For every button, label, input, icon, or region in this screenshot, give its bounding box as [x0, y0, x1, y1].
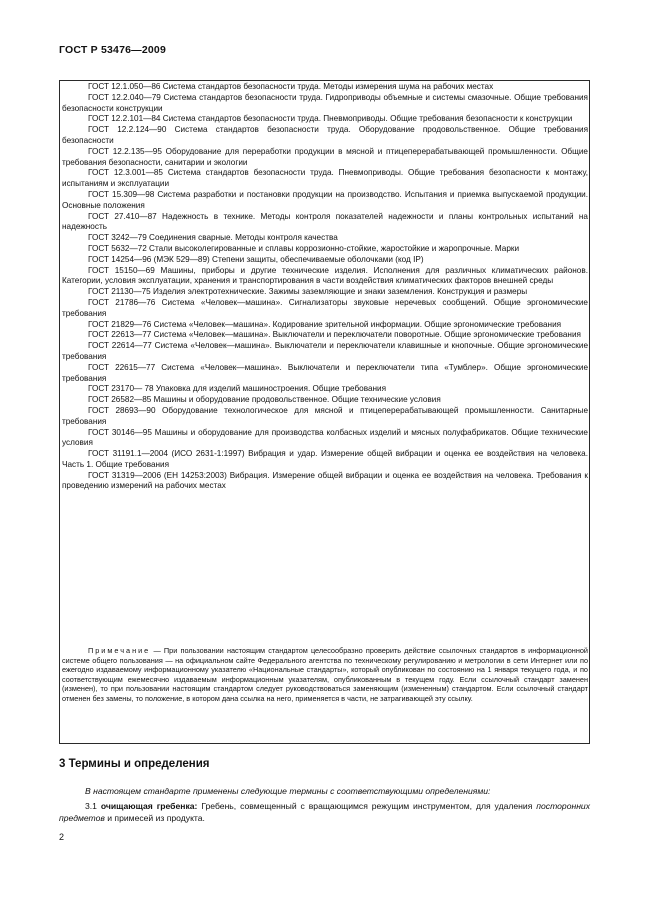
reference-item: ГОСТ 27.410—87 Надежность в технике. Методы контроля показателей надежности и планы контрольных испытаний на надежность [62, 211, 588, 232]
reference-item: ГОСТ 30146—95 Машины и оборудование для производства колбасных изделий и мясных полуфабрикатов. Общие технические условия [62, 427, 588, 448]
reference-item: ГОСТ 14254—96 (МЭК 529—89) Степени защиты, обеспечиваемые оболочками (код IP) [88, 254, 424, 264]
reference-item: ГОСТ 28693—90 Оборудование технологическое для мясной и птицеперерабатывающей промышленности. Санитарные требования [62, 405, 588, 426]
term-definition-italic: посторонних предметов [59, 801, 591, 824]
term-number: 3.1 [85, 801, 97, 811]
page-header: ГОСТ Р 53476—2009 [59, 44, 167, 56]
reference-item: ГОСТ 5632—72 Стали высоколегированные и сплавы коррозионно-стойкие, жаростойкие и жаропрочные. Марки [88, 243, 520, 253]
reference-item: ГОСТ 21130—75 Изделия электротехнические. Зажимы заземляющие и знаки заземления. Конструкция и размеры [88, 287, 528, 297]
normative-references-list [62, 82, 588, 492]
reference-item: ГОСТ 21829—76 Система «Человек—машина». Кодирование зрительной информации. Общие эргономические требования [88, 319, 562, 329]
reference-item: ГОСТ 12.2.040—79 Система стандартов безопасности труда. Гидроприводы объемные и системы смазочные. Общие требования безопасности конструкции [62, 92, 588, 113]
term-definition-text: Гребень, совмещенный с вращающимся режущим инструментом, для удаления [201, 801, 533, 811]
reference-item: ГОСТ 12.2.124—90 Система стандартов безопасности труда. Оборудование продовольственное. Общие требования безопасности [62, 125, 588, 145]
term-definition-text-end: и примесей из продукта. [107, 813, 205, 824]
reference-item: ГОСТ 15150—69 Машины, приборы и другие технические изделия. Исполнения для различных климатических районов. Категории, условия эксплуатации, хранения и транспортирования в части воздействия климатических факторов внешней среды [62, 265, 588, 286]
reference-item: ГОСТ 26582—85 Машины и оборудование продовольственное. Общие технические условия [88, 395, 441, 405]
reference-item: ГОСТ 31191.1—2004 (ИСО 2631-1:1997) Вибрация и удар. Измерение общей вибрации и оценка ее воздействия на человека. Часть 1. Общие требования [62, 449, 588, 469]
reference-item: ГОСТ 3242—79 Соединения сварные. Методы контроля качества [88, 233, 338, 243]
reference-item: ГОСТ 15.309—98 Система разработки и постановки продукции на производство. Испытания и приемка выпускаемой продукции. Основные положения [62, 189, 588, 210]
note-text: — При пользовании настоящим стандартом целесообразно проверить действие ссылочных стандартов в информационной системе общего пользования — на официальном сайте Федерального агентства по техническому регулированию и метрологии в сети Интернет или по ежегодно издаваемому информационному указателю «Национальные стандарты», который опубликован по состоянию на 1 января текущего года, и по соответствующим ежемесячно издаваемым информационным указателям, опубликованным в текущем году. Если ссылочный стандарт заменен (изменен), то при пользовании настоящим стандартом следует руководствоваться заменяющим (измененным) стандартом. Если ссылочный стандарт отменен без замены, то положение, в котором дана ссылка на него, применяется в части, не затрагивающей эту ссылку. [62, 646, 588, 703]
term-definition [59, 800, 590, 825]
note-label: Примечание [88, 646, 151, 655]
reference-item: ГОСТ 12.2.101—84 Система стандартов безопасности труда. Пневмоприводы. Общие требования безопасности к конструкции [88, 114, 573, 124]
term-name: очищающая гребенка: [100, 801, 198, 811]
reference-item: ГОСТ 31319—2006 (ЕН 14253:2003) Вибрация. Измерение общей вибрации и оценка ее воздействия на человека. Требования к проведению измерений на рабочих местах [62, 470, 588, 491]
reference-item: ГОСТ 23170— 78 Упаковка для изделий машиностроения. Общие требования [88, 384, 387, 394]
reference-item: ГОСТ 12.1.050—86 Система стандартов безопасности труда. Методы измерения шума на рабочих местах [88, 82, 494, 91]
page-number: 2 [59, 832, 65, 842]
section-intro: В настоящем стандарте применены следующие термины с соответствующими определениями: [85, 786, 491, 796]
reference-item: ГОСТ 22614—77 Система «Человек—машина». Выключатели и переключатели клавишные и кнопочные. Общие эргономические требования [62, 341, 588, 361]
reference-item: ГОСТ 21786—76 Система «Человек—машина». Сигнализаторы звуковые неречевых сообщений. Общие эргономические требования [62, 297, 588, 318]
reference-item: ГОСТ 12.2.135—95 Оборудование для переработки продукции в мясной и птицеперерабатывающей промышленности. Общие требования безопасности, санитарии и экологии [62, 146, 588, 167]
reference-item: ГОСТ 22613—77 Система «Человек—машина». Выключатели и переключатели поворотные. Общие эргономические требования [88, 330, 581, 340]
section-title: 3 Термины и определения [59, 758, 210, 770]
reference-item: ГОСТ 22615—77 Система «Человек—машина». Выключатели и переключатели типа «Тумблер». Общие эргономические требования [62, 362, 588, 383]
reference-item: ГОСТ 12.3.001—85 Система стандартов безопасности труда. Пневмоприводы. Общие требования безопасности к монтажу, испытаниям и эксплуатации [62, 168, 588, 189]
note-paragraph [62, 646, 588, 704]
